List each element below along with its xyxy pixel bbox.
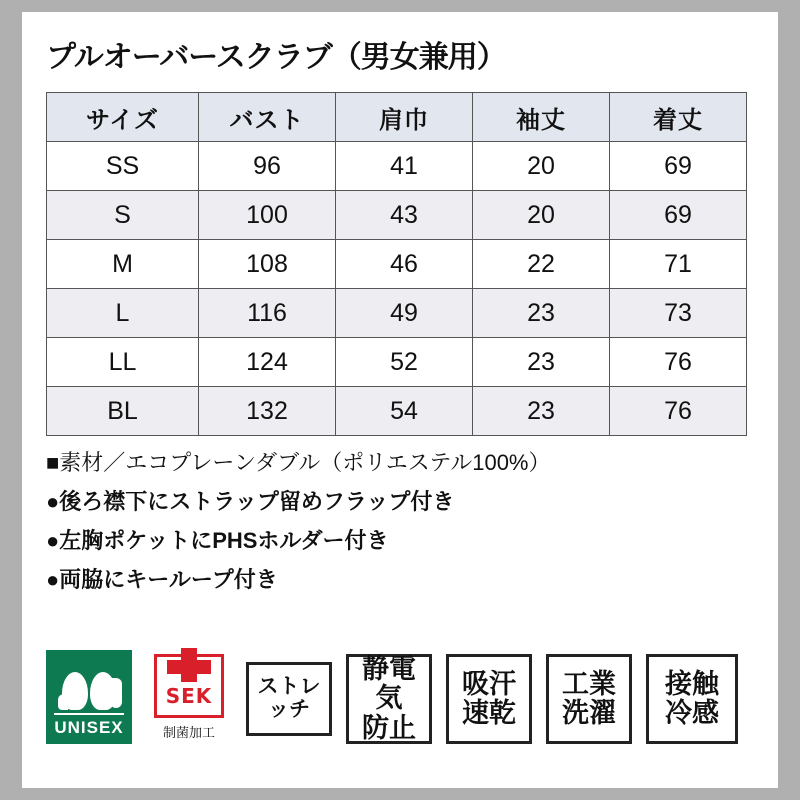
cell-bust: 108 (199, 240, 336, 289)
size-table-body (47, 142, 747, 436)
table-row (47, 289, 747, 338)
size-table-head (47, 93, 747, 142)
column-header-length: 着丈 (610, 93, 747, 142)
cell-size: S (47, 191, 199, 240)
document-page (22, 12, 778, 788)
cell-length: 76 (610, 338, 747, 387)
badge-cooling (646, 654, 738, 744)
badge-absorb-line1: 吸汗 (462, 668, 516, 699)
table-row (47, 387, 747, 436)
cell-sleeve: 20 (473, 142, 610, 191)
sek-caption: 制菌加工 (162, 724, 215, 740)
badge-antistatic (346, 654, 432, 744)
badge-row (46, 650, 738, 744)
unisex-figures-icon (62, 660, 116, 710)
cell-sleeve: 23 (473, 387, 610, 436)
cell-shoulder: 43 (336, 191, 473, 240)
cell-size: BL (47, 387, 199, 436)
cell-bust: 116 (199, 289, 336, 338)
badge-industrial-line1: 工業 (562, 668, 616, 699)
cell-sleeve: 23 (473, 338, 610, 387)
table-row (47, 191, 747, 240)
badge-cooling-line2: 冷感 (665, 698, 719, 728)
badge-stretch (246, 662, 332, 736)
size-table (46, 92, 747, 436)
unisex-badge (46, 650, 132, 744)
cell-size: LL (47, 338, 199, 387)
table-header-row (47, 93, 747, 142)
cross-horizontal-icon (167, 660, 211, 674)
note-phs-holder: ●左胸ポケットにPHSホルダー付き (46, 528, 389, 553)
cell-shoulder: 46 (336, 240, 473, 289)
male-head-icon (62, 672, 88, 710)
sek-badge (146, 650, 232, 744)
badge-cooling-line1: 接触 (665, 668, 719, 699)
cell-shoulder: 54 (336, 387, 473, 436)
table-row (47, 240, 747, 289)
badge-antistatic-line1: 静電気 (362, 654, 416, 714)
table-row (47, 142, 747, 191)
cell-length: 71 (610, 240, 747, 289)
cell-bust: 132 (199, 387, 336, 436)
note-strap-flap: ●後ろ襟下にストラップ留めフラップ付き (46, 489, 455, 514)
sek-mark-icon (154, 654, 224, 718)
badge-antistatic-line2: 防止 (362, 712, 416, 743)
note-material: ■素材／エコプレーンダブル（ポリエステル100%） (46, 450, 551, 475)
badge-absorb-quickdry (446, 654, 532, 744)
badge-absorb-line2: 速乾 (462, 698, 516, 728)
cell-length: 73 (610, 289, 747, 338)
cell-size: SS (47, 142, 199, 191)
cell-shoulder: 41 (336, 142, 473, 191)
note-key-loop: ●両脇にキーループ付き (46, 567, 278, 592)
cell-size: L (47, 289, 199, 338)
table-row (47, 338, 747, 387)
feature-notes (46, 452, 754, 591)
column-header-shoulder: 肩巾 (336, 93, 473, 142)
badge-stretch-label: ストレッチ (257, 675, 321, 721)
cell-length: 76 (610, 387, 747, 436)
cell-bust: 96 (199, 142, 336, 191)
cell-sleeve: 20 (473, 191, 610, 240)
female-head-icon (90, 672, 116, 710)
column-header-sleeve: 袖丈 (473, 93, 610, 142)
cell-bust: 100 (199, 191, 336, 240)
column-header-size: サイズ (47, 93, 199, 142)
cell-bust: 124 (199, 338, 336, 387)
cell-length: 69 (610, 142, 747, 191)
cell-shoulder: 52 (336, 338, 473, 387)
document-content (46, 32, 754, 608)
unisex-label: UNISEX (54, 713, 124, 738)
page-title: プルオーバースクラブ（男女兼用） (46, 41, 506, 74)
cell-sleeve: 22 (473, 240, 610, 289)
cell-length: 69 (610, 191, 747, 240)
badge-industrial-wash (546, 654, 632, 744)
badge-industrial-line2: 洗濯 (562, 698, 616, 728)
cell-size: M (47, 240, 199, 289)
sek-mark-label: SEK (165, 683, 213, 708)
cell-shoulder: 49 (336, 289, 473, 338)
cell-sleeve: 23 (473, 289, 610, 338)
column-header-bust: バスト (199, 93, 336, 142)
